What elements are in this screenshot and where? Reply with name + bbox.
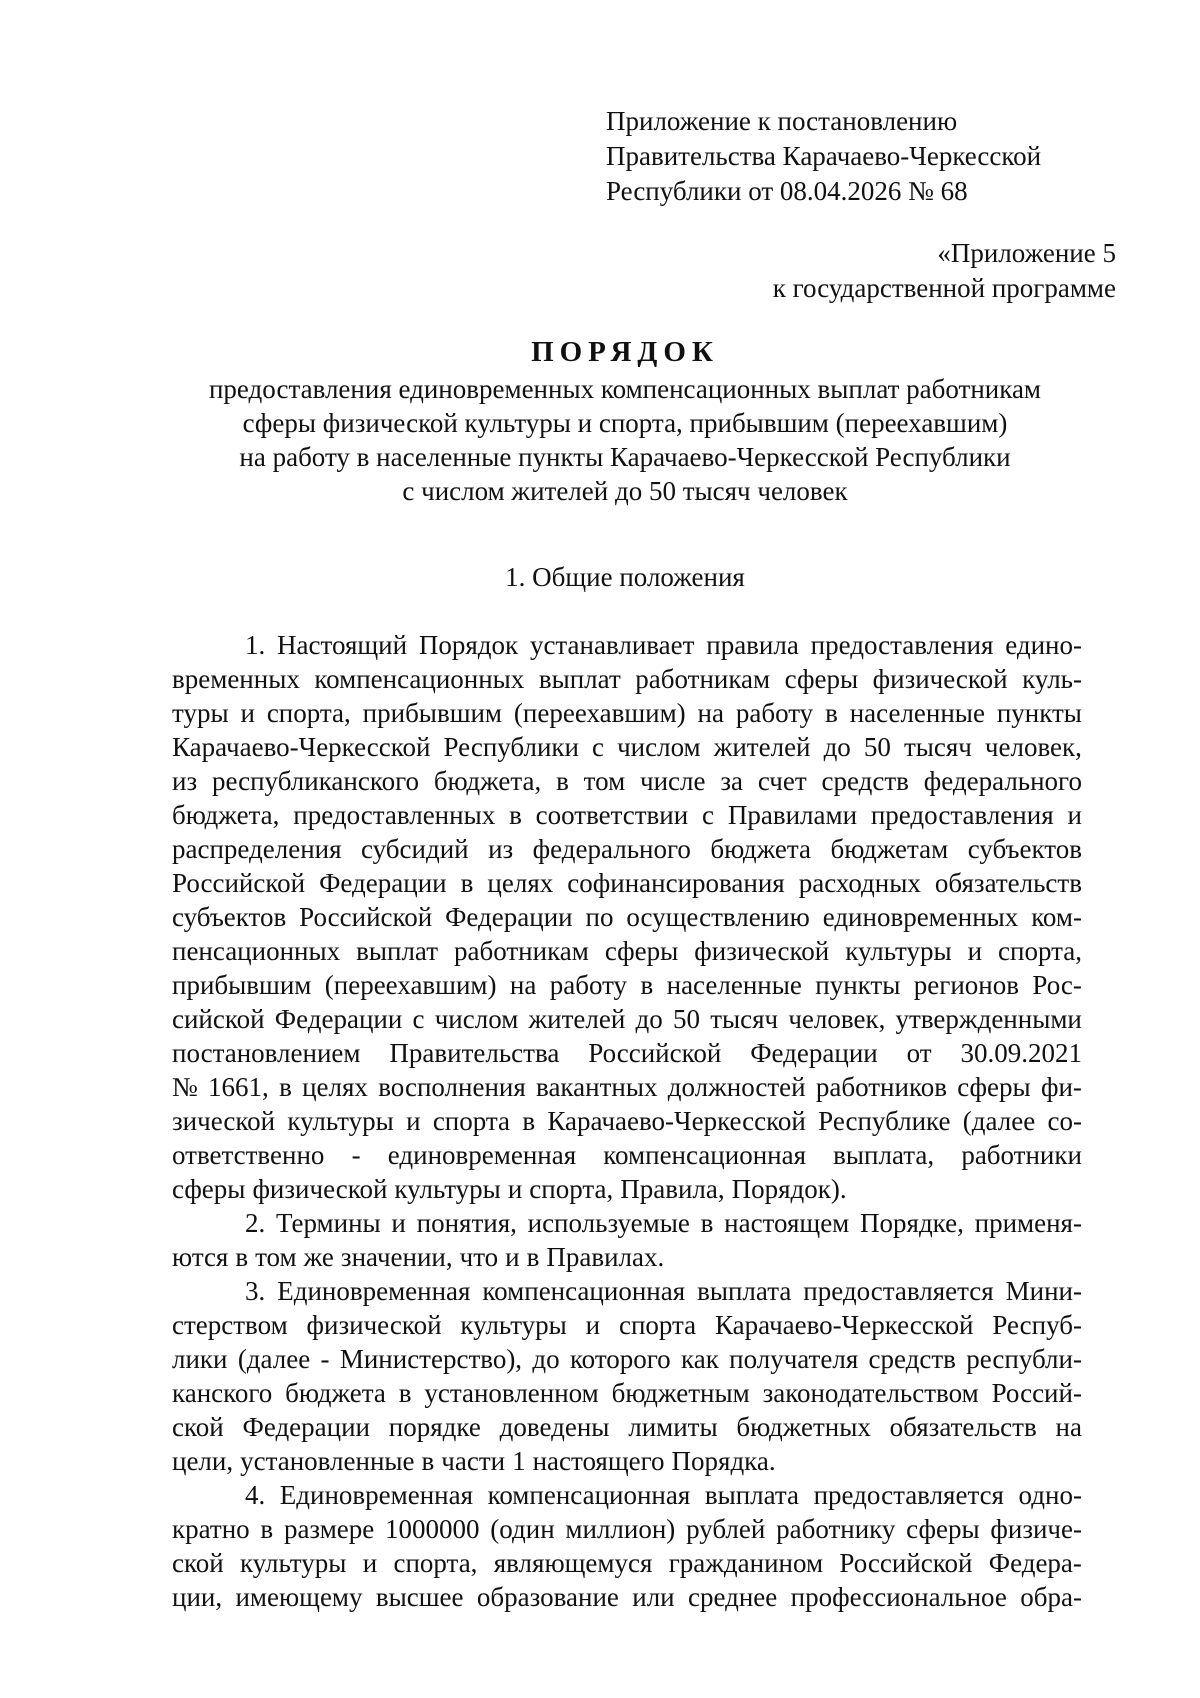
body-line: временных компенсационных выплат работникам сферы физической куль- <box>172 664 1082 694</box>
body-line: бюджета, предоставленных в соответствии с Правилами предоставления и <box>172 800 1082 830</box>
attachment-line: Правительства Карачаево-Черкесской <box>606 141 1042 171</box>
body-line: прибывшим (переехавшим) на работу в населенные пункты регионов Рос- <box>172 970 1082 1000</box>
attachment-line: Республики от 08.04.2026 № 68 <box>606 176 968 206</box>
body-line: ответственно - единовременная компенсационная выплата, работники <box>172 1140 1082 1170</box>
section-heading: 1. Общие положения <box>505 562 745 592</box>
body-line: распределения субсидий из федерального бюджета бюджетам субъектов <box>172 834 1082 864</box>
body-line: кратно в размере 1000000 (один миллион) рублей работнику сферы физиче- <box>172 1514 1082 1544</box>
body-line: из республиканского бюджета, в том числе за счет средств федерального <box>172 766 1082 796</box>
body-line: туры и спорта, прибывшим (переехавшим) на работу в населенные пункты <box>172 698 1082 728</box>
document-subtitle <box>100 372 1150 508</box>
body-line: Российской Федерации в целях софинансирования расходных обязательств <box>172 868 1082 898</box>
body-line: цели, установленные в части 1 настоящего Порядка. <box>172 1446 776 1476</box>
body-line: сферы физической культуры и спорта, Правила, Порядок). <box>172 1174 847 1204</box>
body-line: зической культуры и спорта в Карачаево-Черкесской Республике (далее со- <box>172 1106 1082 1136</box>
program-reference-line: к государственной программе <box>772 273 1116 303</box>
body-line: пенсационных выплат работникам сферы физической культуры и спорта, <box>172 936 1082 966</box>
body-line: субъектов Российской Федерации по осуществлению единовременных ком- <box>172 902 1082 932</box>
document-body <box>172 628 1082 1614</box>
body-line: № 1661, в целях восполнения вакантных должностей работников сферы фи- <box>172 1072 1082 1102</box>
program-reference <box>596 236 1116 306</box>
body-line: ской культуры и спорта, являющемуся гражданином Российской Федера- <box>172 1548 1082 1578</box>
body-line: 2. Термины и понятия, используемые в настоящем Порядке, применя- <box>245 1208 1082 1238</box>
body-line: Карачаево-Черкесской Республики с числом жителей до 50 тысяч человек, <box>172 732 1082 762</box>
body-line: сийской Федерации с числом жителей до 50 тысяч человек, утвержденными <box>172 1004 1082 1034</box>
document-title: ПОРЯДОК <box>531 336 719 368</box>
subtitle-line: с числом жителей до 50 тысяч человек <box>402 476 848 506</box>
body-line: ются в том же значении, что и в Правилах. <box>172 1242 665 1272</box>
program-reference-line: «Приложение 5 <box>937 238 1116 268</box>
body-line: 1. Настоящий Порядок устанавливает правила предоставления едино- <box>245 630 1082 660</box>
body-line: 3. Единовременная компенсационная выплата предоставляется Мини- <box>245 1276 1082 1306</box>
body-line: стерством физической культуры и спорта Карачаево-Черкесской Респуб- <box>172 1310 1082 1340</box>
subtitle-line: сферы физической культуры и спорта, прибывшим (переехавшим) <box>242 408 1008 438</box>
body-line: 4. Единовременная компенсационная выплата предоставляется одно- <box>245 1480 1082 1510</box>
subtitle-line: предоставления единовременных компенсационных выплат работникам <box>208 374 1042 404</box>
attachment-line: Приложение к постановлению <box>606 106 958 136</box>
body-line: постановлением Правительства Российской Федерации от 30.09.2021 <box>172 1038 1082 1068</box>
attachment-header <box>606 104 1126 209</box>
subtitle-line: на работу в населенные пункты Карачаево-Черкесской Республики <box>239 442 1011 472</box>
body-line: лики (далее - Министерство), до которого как получателя средств республи- <box>172 1344 1082 1374</box>
body-line: ции, имеющему высшее образование или среднее профессиональное обра- <box>172 1582 1082 1612</box>
body-line: канского бюджета в установленном бюджетным законодательством Россий- <box>172 1378 1082 1408</box>
body-line: ской Федерации порядке доведены лимиты бюджетных обязательств на <box>172 1412 1082 1442</box>
